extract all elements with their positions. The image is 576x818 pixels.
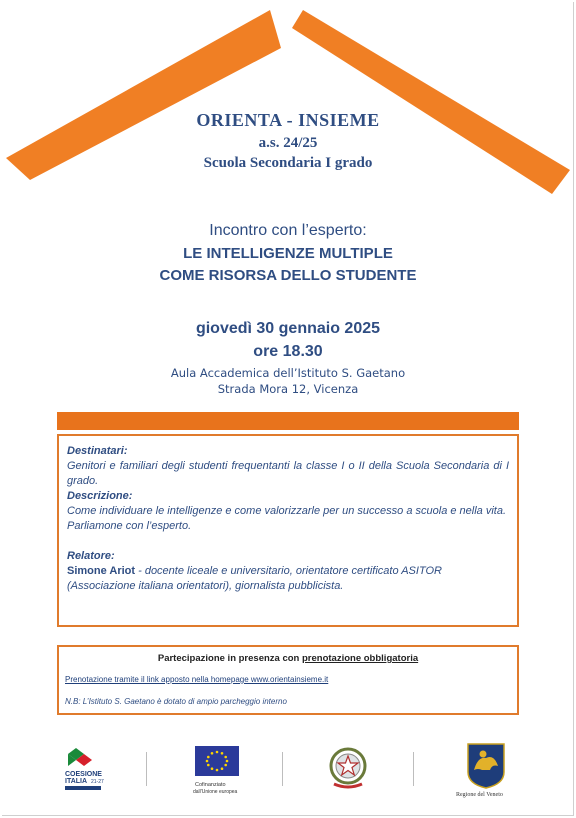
coesione-text-3: 21-27 (91, 779, 104, 785)
booking-box (57, 645, 519, 715)
logo-separator (146, 752, 147, 786)
logo-separator (282, 752, 283, 786)
veneto-text: Regione del Veneto (456, 792, 503, 798)
booking-prefix: Partecipazione in presenza con (157, 653, 302, 664)
details-box (57, 434, 519, 627)
event-intro: Incontro con l’esperto: (209, 222, 367, 239)
project-title: ORIENTA - INSIEME (196, 110, 380, 130)
coesione-text-2: ITALIA (65, 778, 88, 785)
eu-text-1: Cofinanziato (195, 782, 226, 788)
coesione-italia-logo (62, 746, 108, 792)
eu-text-2: dall'Unione europea (193, 789, 238, 795)
italian-republic-emblem (326, 742, 370, 792)
eu-flag-logo (193, 746, 243, 796)
speaker-name: Simone Ariot (67, 565, 136, 577)
event-time: ore 18.30 (253, 343, 323, 360)
logo-separator (413, 752, 414, 786)
speaker-label: Relatore: (67, 550, 115, 562)
speaker-info (67, 564, 509, 594)
regione-veneto-logo (454, 740, 518, 798)
event-date: giovedì 30 gennaio 2025 (195, 320, 381, 337)
description-label: Descrizione: (67, 490, 133, 502)
coesione-text-1: COESIONE (65, 771, 102, 778)
recipients-label: Destinatari: (67, 445, 128, 457)
booking-link[interactable]: Prenotazione tramite il link apposto nella homepage www.orientainsieme.it (65, 675, 329, 684)
booking-note (59, 653, 517, 664)
event-address: Strada Mora 12, Vicenza (217, 382, 359, 396)
speaker-description: - docente liceale e universitario, orientatore certificato ASITOR (Associazione italiana orientatori), giornalista pubblicista. (67, 565, 442, 592)
event-venue: Aula Accademica dell’Istituto S. Gaetano (170, 366, 406, 380)
recipients-text: Genitori e familiari degli studenti frequentanti la classe I o II della Scuola Secondaria di I grado. (67, 460, 509, 487)
booking-required: prenotazione obbligatoria (302, 653, 419, 664)
parking-note: N.B: L’Istituto S. Gaetano è dotato di ampio parcheggio interno (65, 697, 287, 706)
description-text: Come individuare le intelligenze e come valorizzarle per un successo a scuola e nella vita. Parliamone con l’esperto. (67, 505, 507, 532)
event-topic-line1: LE INTELLIGENZE MULTIPLE (183, 245, 393, 262)
event-topic-line2: COME RISORSA DELLO STUDENTE (159, 267, 417, 284)
logos-row (0, 738, 576, 798)
school-level: Scuola Secondaria I grado (203, 155, 373, 171)
orange-divider-bar (57, 412, 519, 430)
school-year: a.s. 24/25 (258, 135, 318, 151)
